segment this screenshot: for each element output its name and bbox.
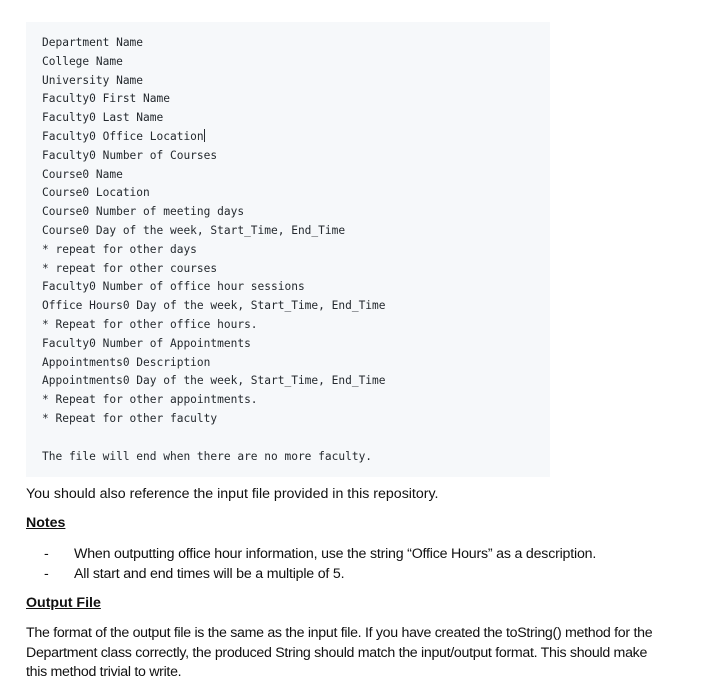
code-line: * repeat for other days (42, 242, 197, 256)
code-line: The file will end when there are no more faculty. (42, 449, 373, 463)
code-line: Faculty0 Number of Appointments (42, 336, 251, 350)
text-cursor (204, 129, 205, 142)
code-line: University Name (42, 73, 144, 87)
code-line: Faculty0 First Name (42, 92, 170, 106)
list-item (44, 564, 596, 584)
bullet-dash: - (44, 546, 49, 562)
code-line: Faculty0 Number of office hour sessions (42, 280, 305, 294)
code-line: Department Name (42, 36, 144, 49)
code-line: * Repeat for other appointments. (42, 393, 258, 407)
code-line-with-cursor (42, 128, 550, 147)
code-line-text: Faculty0 Office Location (42, 129, 204, 143)
code-line: Course0 Number of meeting days (42, 205, 245, 219)
code-line: Appointments0 Day of the week, Start_Time, End_Time (42, 374, 386, 388)
code-line: * Repeat for other office hours. (42, 317, 258, 331)
output-file-text: The format of the output file is the same as the input file. If you have created the toString() method for the Department class correctly, the produced String should match the input/output format. This should make this method trivial to write. (26, 625, 653, 680)
code-line-blank (42, 429, 550, 448)
code-line: Course0 Location (42, 186, 150, 200)
code-line: Faculty0 Last Name (42, 111, 164, 125)
code-line: Course0 Day of the week, Start_Time, End_Time (42, 223, 346, 237)
code-line: * Repeat for other faculty (42, 411, 218, 425)
code-line: Course0 Name (42, 167, 123, 181)
notes-list (44, 544, 596, 584)
code-block (26, 22, 550, 477)
code-line: Office Hours0 Day of the week, Start_Time, End_Time (42, 299, 386, 313)
code-line: * repeat for other courses (42, 261, 218, 275)
code-line: Appointments0 Description (42, 355, 211, 369)
list-item-text: All start and end times will be a multiple of 5. (74, 566, 345, 582)
notes-heading: Notes (26, 515, 66, 531)
output-file-heading: Output File (26, 595, 101, 611)
list-item (44, 544, 596, 564)
code-line: Faculty0 Number of Courses (42, 148, 218, 162)
list-item-text: When outputting office hour information, use the string “Office Hours” as a description. (74, 546, 597, 562)
bullet-dash: - (44, 566, 49, 582)
code-line: College Name (42, 54, 123, 68)
reference-text: You should also reference the input file provided in this repository. (26, 486, 439, 502)
